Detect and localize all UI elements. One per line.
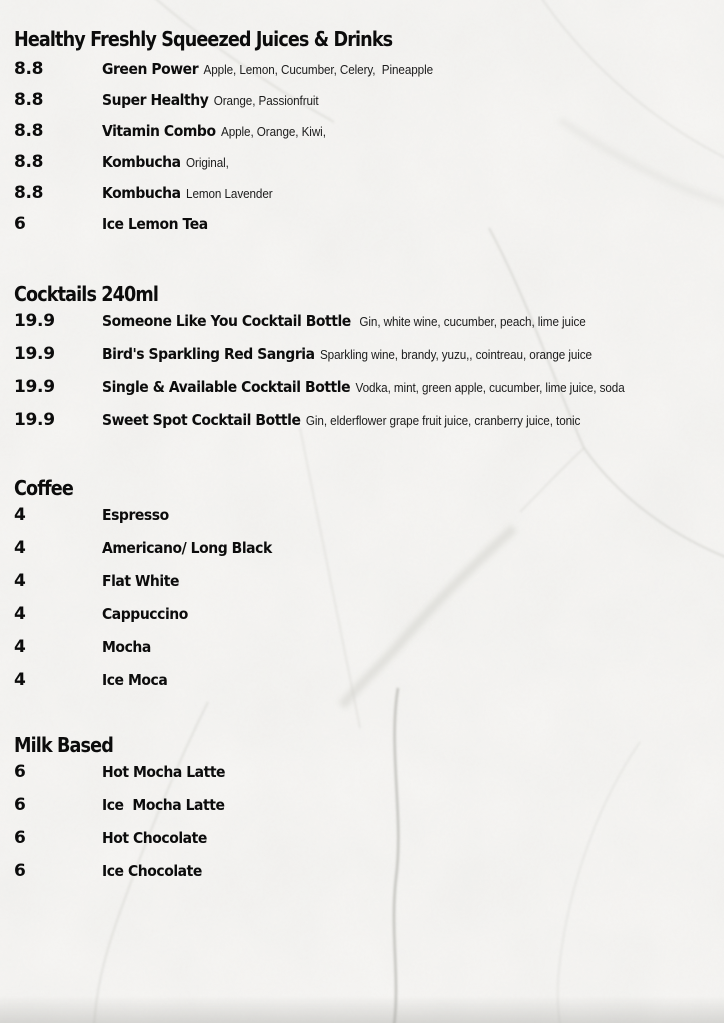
menu-item-row [14, 209, 708, 240]
menu-section [14, 477, 708, 697]
item-text [102, 122, 326, 140]
item-price: 8.8 [14, 183, 44, 203]
item-price: 4 [14, 538, 26, 558]
item-description: Gin, white wine, cucumber, peach, lime juice [356, 314, 586, 329]
item-description: Orange, Passionfruit [213, 93, 319, 108]
item-name: Ice Chocolate [102, 862, 202, 880]
item-text [102, 862, 202, 880]
item-price: 6 [14, 762, 26, 782]
menu-item-row [14, 565, 708, 598]
item-name: Ice Mocha Latte [102, 796, 225, 814]
item-text [102, 378, 625, 396]
section-title: Cocktails 240ml [14, 282, 159, 306]
item-price: 4 [14, 505, 26, 525]
item-name: Someone Like You Cocktail Bottle [102, 312, 351, 330]
item-price: 8.8 [14, 59, 44, 79]
item-price: 6 [14, 828, 26, 848]
section-rows [14, 54, 708, 240]
section-rows [14, 305, 708, 437]
item-name: Ice Lemon Tea [102, 215, 208, 233]
menu-item-row [14, 789, 708, 822]
item-text [102, 638, 151, 656]
item-name: Hot Mocha Latte [102, 763, 226, 781]
item-description: Vodka, mint, green apple, cucumber, lime juice, soda [355, 380, 625, 395]
item-price: 4 [14, 604, 26, 624]
item-name: Mocha [102, 638, 151, 656]
item-price: 8.8 [14, 121, 44, 141]
item-text [102, 184, 273, 202]
menu-item-row [14, 756, 708, 789]
item-description: Sparkling wine, brandy, yuzu,, cointreau, orange juice [319, 347, 592, 362]
item-name: Hot Chocolate [102, 829, 207, 847]
item-text [102, 153, 229, 171]
menu-item-row [14, 855, 708, 888]
item-name: Flat White [102, 572, 179, 590]
item-price: 19.9 [14, 410, 55, 430]
menu-item-row [14, 338, 708, 371]
menu-item-row [14, 404, 708, 437]
item-price: 4 [14, 670, 26, 690]
item-text [102, 829, 207, 847]
item-description: Apple, Lemon, Cucumber, Celery, Pineapple [203, 62, 434, 77]
section-title: Healthy Freshly Squeezed Juices & Drinks [14, 27, 393, 51]
menu-item-row [14, 532, 708, 565]
item-text [102, 796, 224, 814]
item-text [102, 539, 272, 557]
item-description: Gin, elderflower grape fruit juice, cranberry juice, tonic [305, 413, 581, 428]
item-price: 8.8 [14, 152, 44, 172]
menu-item-row [14, 116, 708, 147]
item-text [102, 605, 188, 623]
item-name: Kombucha [102, 184, 181, 202]
menu-item-row [14, 631, 708, 664]
item-name: Bird's Sparkling Red Sangria [102, 345, 315, 363]
item-price: 6 [14, 214, 26, 234]
item-text [102, 312, 586, 330]
item-price: 19.9 [14, 311, 55, 331]
item-name: Americano/ Long Black [102, 539, 272, 557]
section-rows [14, 756, 708, 888]
item-description: Apple, Orange, Kiwi, [220, 124, 326, 139]
item-text [102, 763, 225, 781]
item-description: Original, [186, 155, 229, 170]
menu-item-row [14, 178, 708, 209]
item-name: Single & Available Cocktail Bottle [102, 378, 351, 396]
menu-item-row [14, 598, 708, 631]
section-title: Coffee [14, 476, 73, 500]
item-name: Vitamin Combo [102, 122, 216, 140]
item-price: 19.9 [14, 344, 55, 364]
item-price: 6 [14, 795, 26, 815]
item-name: Espresso [102, 506, 169, 524]
item-price: 19.9 [14, 377, 55, 397]
menu-item-row [14, 822, 708, 855]
menu-item-row [14, 147, 708, 178]
item-price: 4 [14, 571, 26, 591]
item-name: Green Power [102, 60, 199, 78]
menu-item-row [14, 371, 708, 404]
menu-item-row [14, 664, 708, 697]
item-name: Sweet Spot Cocktail Bottle [102, 411, 301, 429]
section-rows [14, 499, 708, 697]
item-name: Cappuccino [102, 605, 188, 623]
item-name: Ice Moca [102, 671, 168, 689]
menu-item-row [14, 499, 708, 532]
item-text [102, 345, 592, 363]
item-price: 8.8 [14, 90, 44, 110]
item-text [102, 215, 208, 233]
item-name: Super Healthy [102, 91, 209, 109]
item-text [102, 572, 179, 590]
item-text [102, 91, 319, 109]
item-price: 4 [14, 637, 26, 657]
menu-section [14, 28, 708, 240]
item-text [102, 506, 169, 524]
menu-section [14, 283, 708, 437]
item-text [102, 671, 167, 689]
menu-item-row [14, 85, 708, 116]
menu-item-row [14, 305, 708, 338]
section-title: Milk Based [14, 733, 113, 757]
item-name: Kombucha [102, 153, 181, 171]
menu-section [14, 734, 708, 888]
item-description: Lemon Lavender [186, 186, 273, 201]
item-text [102, 60, 433, 78]
item-text [102, 411, 580, 429]
item-price: 6 [14, 861, 26, 881]
menu-item-row [14, 54, 708, 85]
